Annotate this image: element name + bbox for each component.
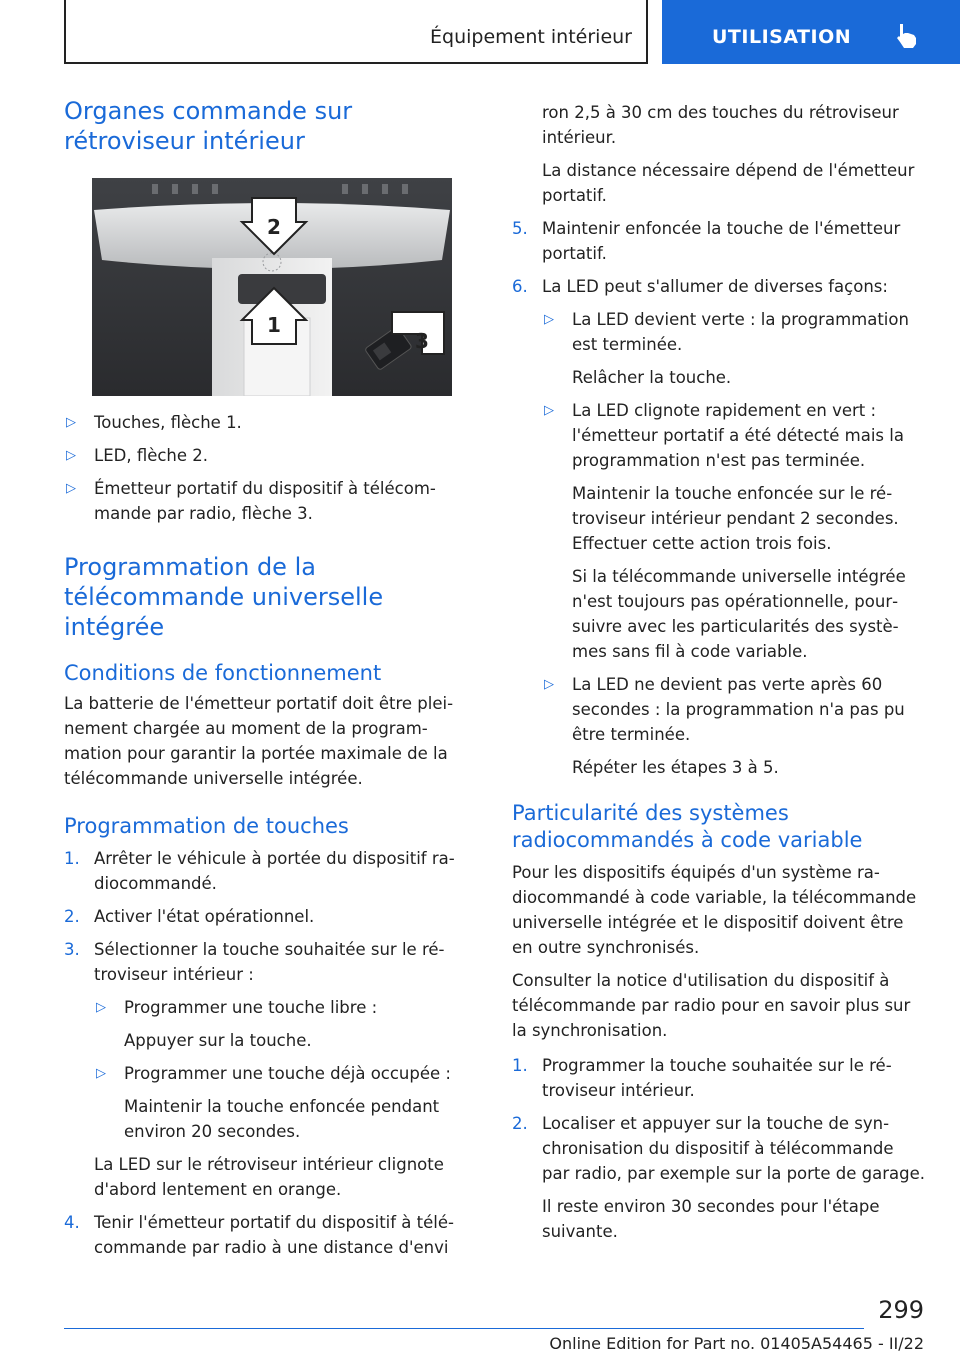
figure-label-1: 1 — [267, 313, 281, 337]
figure-label-3: 3 — [415, 329, 429, 353]
pointing-hand-icon — [894, 22, 920, 50]
footer-edition: Online Edition for Part no. 01405A54465 - II/22 — [549, 1334, 924, 1353]
sync-steps-list — [512, 1053, 926, 1244]
sync-step-2-text: Il reste environ 30 secondes pour l'étape suivante. — [542, 1197, 880, 1241]
list-item: 5. Maintenir enfoncée la touche de l'émetteur portatif. — [512, 219, 901, 263]
steps-list — [64, 846, 476, 1260]
list-item: 1. Arrêter le véhicule à portée du dispositif radiocommandé. — [64, 849, 455, 893]
list-item: 6. La LED peut s'allumer de diverses façons: — [512, 277, 888, 296]
variable-text-1: Pour les dispositifs équipés d'un système radiocommandé à code variable, la télécommande universelle intégrée et le dispositif doivent être en outre synchronisés. — [512, 863, 917, 957]
list-item: ▷ La LED clignote rapidement en vert : l'émetteur portatif a été détecté mais la programmation n'est pas terminée. — [542, 398, 926, 473]
list-item: ▷ Programmer une touche libre : — [94, 995, 476, 1020]
header-chapter-tab — [662, 0, 960, 64]
header-chapter-title: UTILISATION — [712, 26, 852, 48]
step-4-note: La distance nécessaire dépend de l'émetteur portatif. — [542, 161, 915, 205]
left-column — [64, 96, 476, 1260]
list-item: ▷ La LED ne devient pas verte après 60 secondes : la programmation n'a pas pu être terminée. — [542, 672, 926, 747]
triangle-bullet-icon: ▷ — [66, 448, 76, 463]
triangle-bullet-icon: ▷ — [66, 415, 76, 430]
right-column — [512, 100, 926, 1244]
step-6b-text-2: Si la télécommande universelle intégrée n'est toujours pas opérationnelle, poursuivre avec les particularités des systèmes sans fil à code variable. — [572, 567, 906, 661]
list-item: 3. Sélectionner la touche souhaitée sur le rétroviseur intérieur : — [64, 940, 445, 984]
list-item: 2. Localiser et appuyer sur la touche de synchronisation du dispositif à télécommande par radio, par exemple sur la porte de garage. — [512, 1114, 926, 1183]
step-3-note: La LED sur le rétroviseur intérieur clignote d'abord lentement en orange. — [94, 1155, 444, 1199]
heading-mirror-controls: Organes commande sur rétroviseur intérieur — [64, 97, 353, 155]
heading-programming: Programmation de la télécommande universelle intégrée — [64, 553, 384, 641]
step-6c-text: Répéter les étapes 3 à 5. — [572, 758, 779, 777]
step-6b-text-1: Maintenir la touche enfoncée sur le rétroviseur intérieur pendant 2 secondes. Effectuer cette action trois fois. — [572, 484, 899, 553]
variable-text-2: Consulter la notice d'utilisation du dispositif à télécommande par radio pour en savoir plus sur la synchronisation. — [512, 971, 911, 1040]
step-6a-text: Relâcher la touche. — [572, 368, 732, 387]
footer-divider — [64, 1328, 864, 1329]
list-item: ▷ Touches, flèche 1. — [64, 410, 476, 435]
step-3a-text: Appuyer sur la touche. — [124, 1031, 312, 1050]
list-item: 1. Programmer la touche souhaitée sur le rétroviseur intérieur. — [512, 1056, 892, 1100]
figure-label-2: 2 — [267, 215, 281, 239]
triangle-bullet-icon: ▷ — [544, 312, 554, 327]
list-item: 2. Activer l'état opérationnel. — [64, 907, 315, 926]
triangle-bullet-icon: ▷ — [96, 1066, 106, 1081]
controls-list — [64, 410, 476, 526]
step-6-options — [512, 307, 926, 780]
list-item: 4. Tenir l'émetteur portatif du dispositif à télécommande par radio à une distance d'envi — [64, 1213, 454, 1257]
triangle-bullet-icon: ▷ — [66, 481, 76, 496]
list-item: ▷ La LED devient verte : la programmation est terminée. — [542, 307, 926, 357]
header-section-title: Équipement intérieur — [430, 26, 632, 48]
heading-conditions: Conditions de fonctionnement — [64, 661, 382, 685]
triangle-bullet-icon: ▷ — [96, 1000, 106, 1015]
mirror-controls-figure — [92, 178, 452, 396]
triangle-bullet-icon: ▷ — [544, 403, 554, 418]
step-3b-text: Maintenir la touche enfoncée pendant environ 20 secondes. — [124, 1097, 440, 1141]
list-item: ▷ Programmer une touche déjà occupée : — [94, 1061, 476, 1086]
step-4-continued: ron 2,5 à 30 cm des touches du rétroviseur intérieur. — [542, 103, 899, 147]
mirror-illustration — [92, 178, 452, 396]
heading-key-programming: Programmation de touches — [64, 814, 349, 838]
heading-variable-code: Particularité des systèmes radiocommandés à code variable — [512, 801, 863, 852]
conditions-text: La batterie de l'émetteur portatif doit être pleinement chargée au moment de la programmation pour garantir la portée maximale de la télécommande universelle intégrée. — [64, 694, 454, 788]
list-item: ▷ Émetteur portatif du dispositif à télécommande par radio, flèche 3. — [64, 476, 476, 526]
list-item: ▷ LED, flèche 2. — [64, 443, 476, 468]
triangle-bullet-icon: ▷ — [544, 677, 554, 692]
header-section-box — [64, 0, 648, 64]
step-3-options — [64, 995, 476, 1144]
page-number: 299 — [878, 1296, 924, 1324]
